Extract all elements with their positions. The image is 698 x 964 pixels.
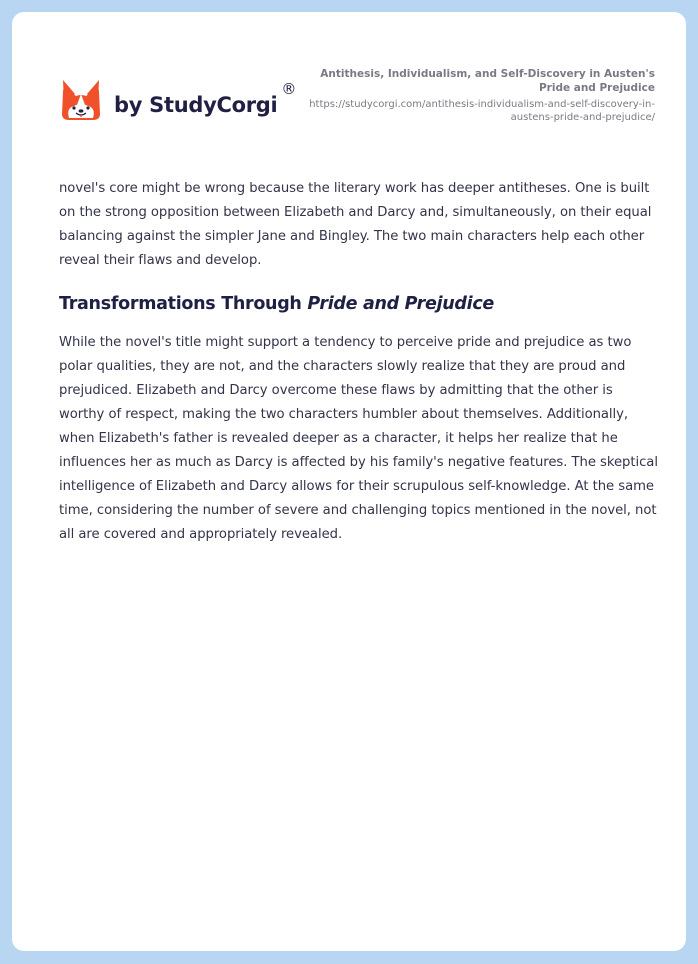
article-content	[59, 177, 659, 547]
document-meta	[295, 67, 655, 124]
document-title: Antithesis, Individualism, and Self-Discovery in Austen's Pride and Prejudice	[320, 68, 655, 94]
document-page	[12, 12, 686, 951]
brand-name: by StudyCorgi	[114, 93, 278, 117]
heading-italic-title: Pride and Prejudice	[307, 294, 494, 314]
corgi-logo-icon	[60, 78, 102, 124]
document-url[interactable]: https://studycorgi.com/antithesis-individualism-and-self-discovery-in-austens-pride-and-prejudice/	[309, 99, 655, 123]
studycorgi-logo[interactable]	[60, 76, 296, 126]
paragraph: While the novel's title might support a tendency to perceive pride and prejudice as two polar qualities, they are not, and the characters slowly realize that they are proud and prejudiced. Elizabeth and Darcy overcome these flaws by admitting that the other is worthy of respect, making the two characters humbler about themselves. Additionally, when Elizabeth's father is revealed deeper as a character, it helps her realize that he influences her as much as Darcy is affected by his family's negative features. The skeptical intelligence of Elizabeth and Darcy allows for their scrupulous self-knowledge. At the same time, considering the number of severe and challenging topics mentioned in the novel, not all are covered and appropriately revealed.	[59, 335, 658, 542]
section-heading	[59, 291, 659, 317]
paragraph: novel's core might be wrong because the literary work has deeper antitheses. One is built on the strong opposition between Elizabeth and Darcy and, simultaneously, on their equal balancing against the simpler Jane and Bingley. The two main characters help each other reveal their flaws and develop.	[59, 181, 652, 268]
heading-text: Transformations Through	[59, 294, 308, 314]
registered-mark: ®	[281, 80, 297, 98]
